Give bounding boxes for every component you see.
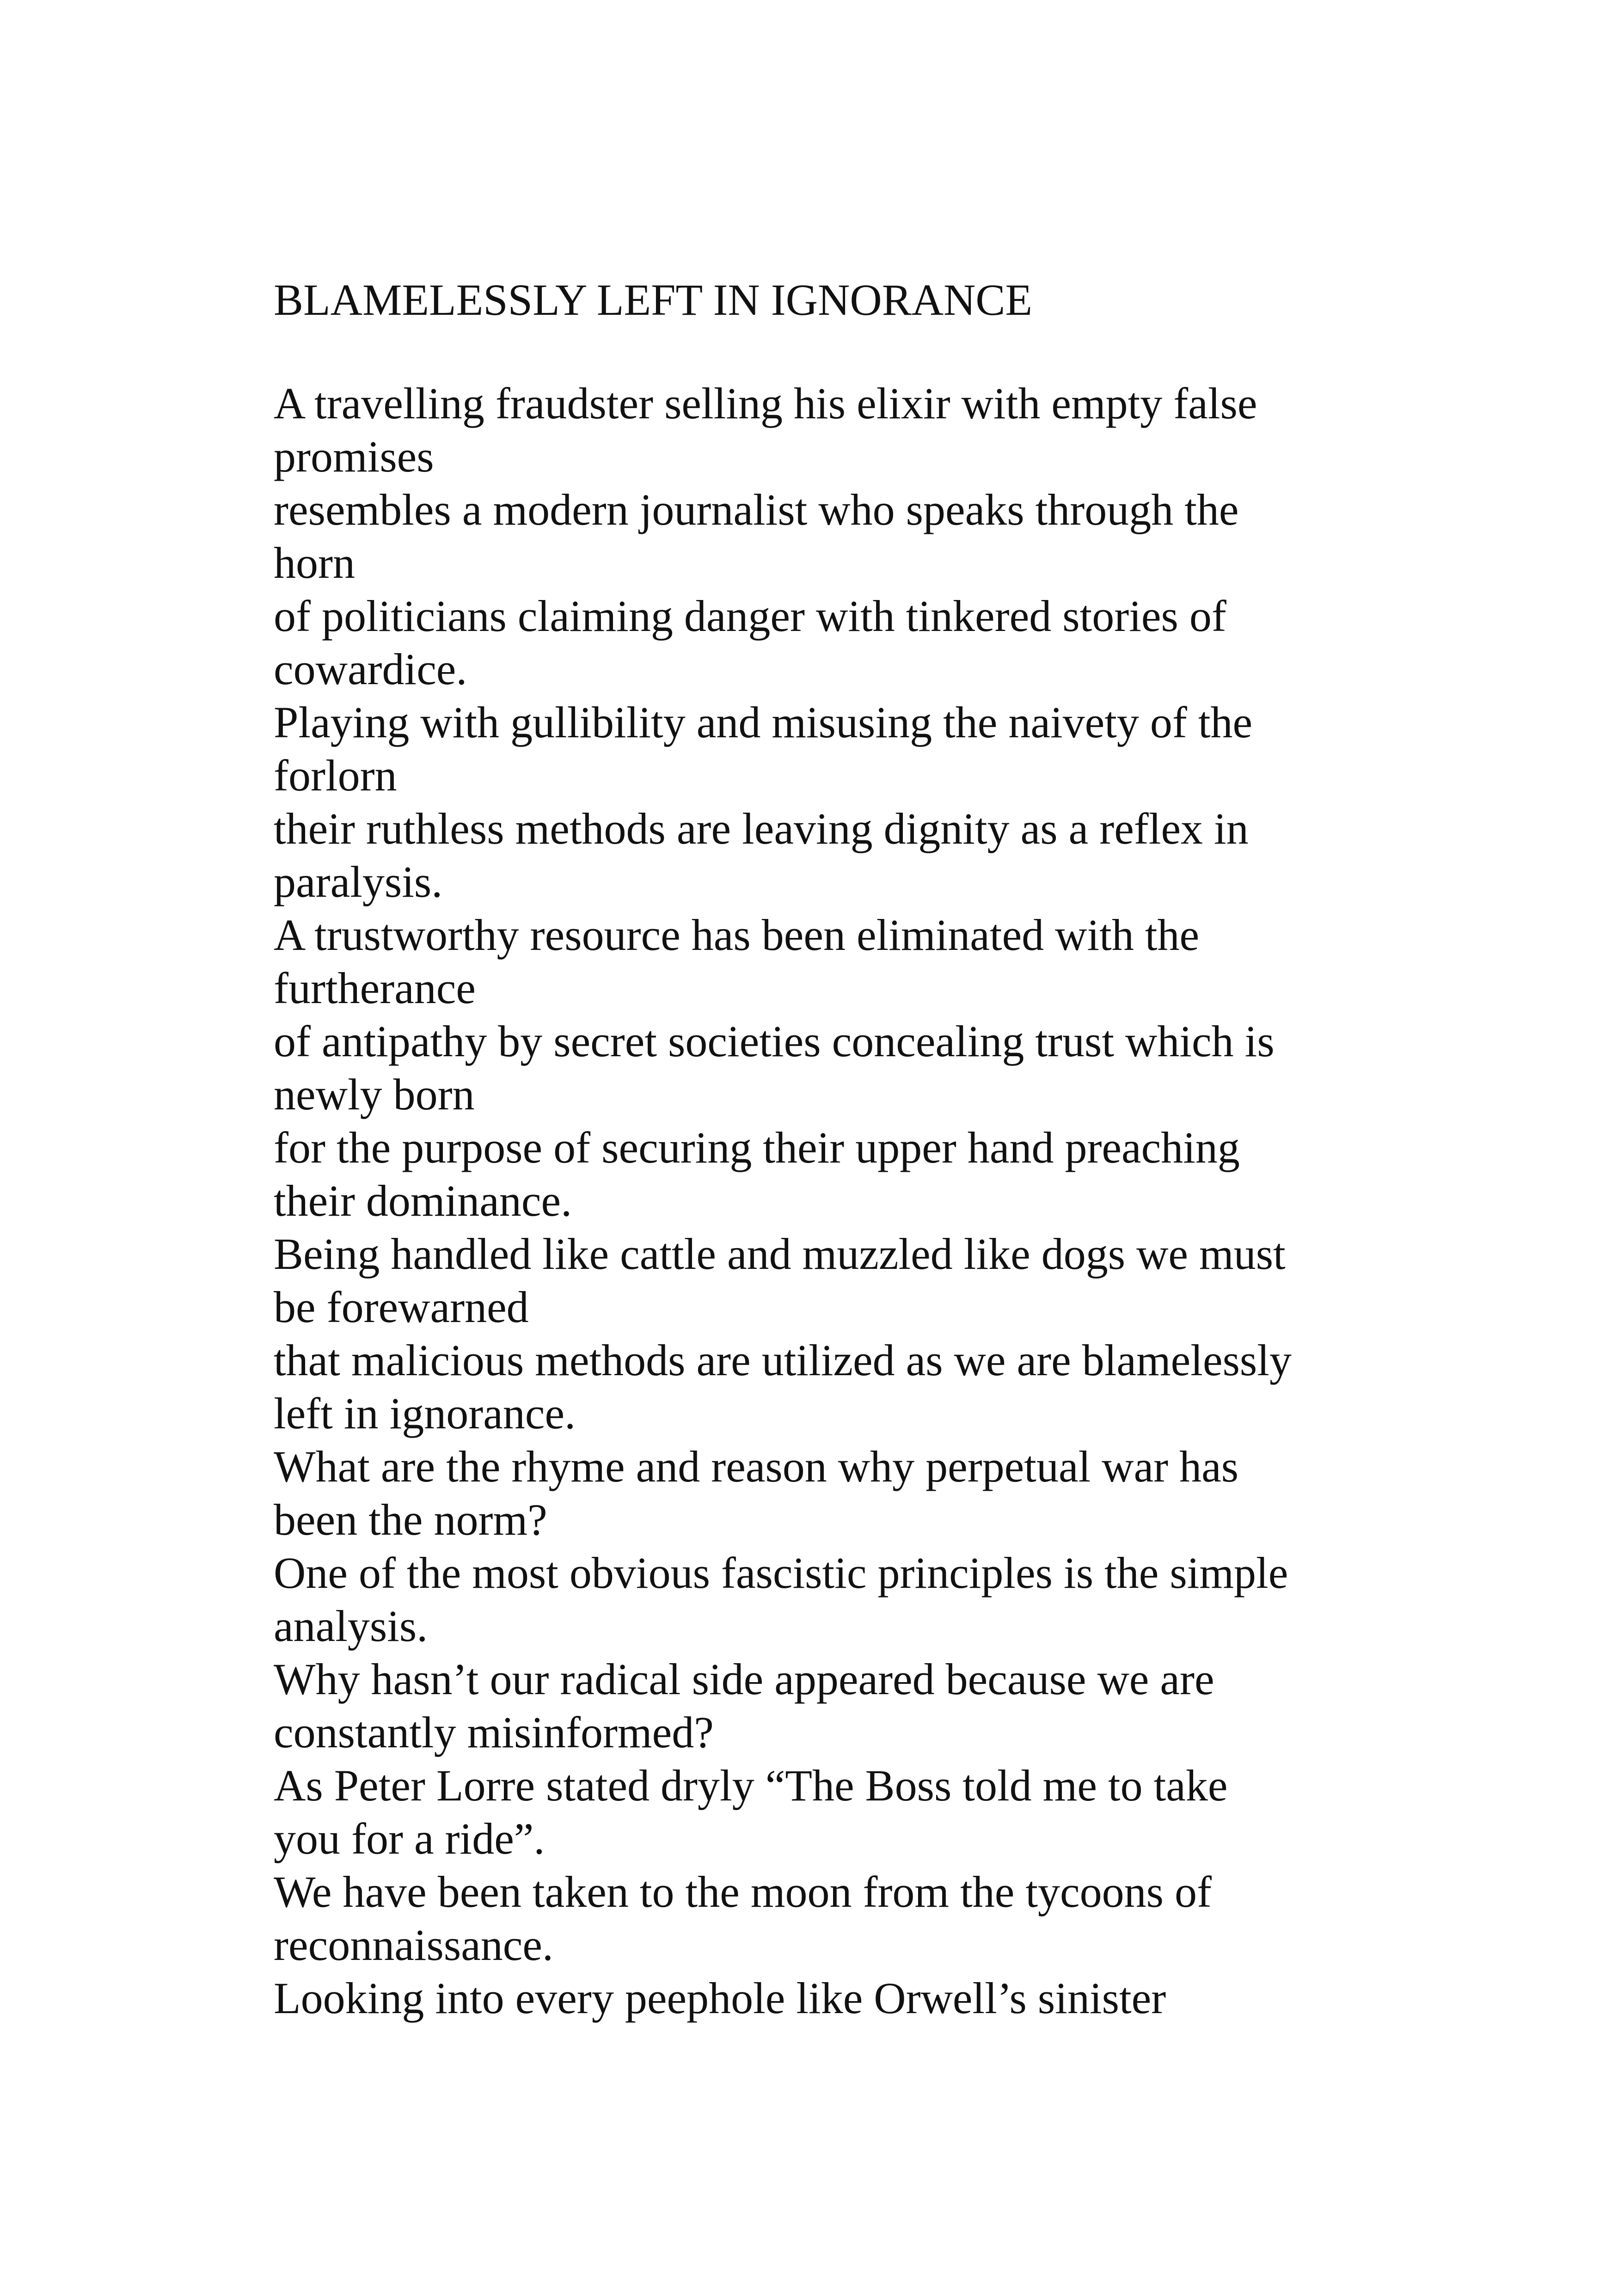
- poem-line: that malicious methods are utilized as we are blamelessly: [274, 1335, 1292, 1385]
- poem-line: Why hasn’t our radical side appeared because we are: [274, 1654, 1214, 1704]
- poem-line: resembles a modern journalist who speaks through the: [274, 485, 1239, 534]
- poem-line: paralysis.: [274, 857, 443, 906]
- poem-line: One of the most obvious fascistic principles is the simple: [274, 1548, 1288, 1598]
- poem-line: you for a ride”.: [274, 1814, 545, 1863]
- poem-line: Being handled like cattle and muzzled like dogs we must: [274, 1229, 1286, 1279]
- poem-line: analysis.: [274, 1601, 428, 1651]
- poem-line: their dominance.: [274, 1176, 572, 1225]
- poem-title: BLAMELESSLY LEFT IN IGNORANCE: [274, 275, 1033, 325]
- poem-line: furtherance: [274, 963, 476, 1013]
- poem-line: constantly misinformed?: [274, 1708, 714, 1757]
- poem-body: [274, 377, 1292, 2025]
- poem-line: promises: [274, 432, 434, 481]
- poem-line: reconnaissance.: [274, 1920, 554, 1970]
- poem-line: for the purpose of securing their upper hand preaching: [274, 1123, 1240, 1172]
- poem-line: Looking into every peephole like Orwell’s sinister: [274, 1973, 1166, 2023]
- poem-line: forlorn: [274, 751, 397, 800]
- poem-line: A trustworthy resource has been eliminated with the: [274, 910, 1200, 960]
- poem-line: horn: [274, 538, 355, 588]
- poem-line: of antipathy by secret societies concealing trust which is: [274, 1016, 1275, 1066]
- poem-line: cowardice.: [274, 644, 467, 694]
- poem-line: been the norm?: [274, 1495, 547, 1544]
- poem-line: We have been taken to the moon from the tycoons of: [274, 1867, 1212, 1916]
- poem-line: As Peter Lorre stated dryly “The Boss told me to take: [274, 1761, 1228, 1810]
- poem-line: What are the rhyme and reason why perpetual war has: [274, 1442, 1239, 1491]
- poem-line: Playing with gullibility and misusing the naivety of the: [274, 698, 1253, 747]
- poem-line: of politicians claiming danger with tinkered stories of: [274, 591, 1226, 641]
- poem-line: be forewarned: [274, 1282, 529, 1332]
- poem-line: left in ignorance.: [274, 1389, 576, 1438]
- poem-line: A travelling fraudster selling his elixir with empty false: [274, 379, 1257, 428]
- poem-line: their ruthless methods are leaving dignity as a reflex in: [274, 804, 1249, 853]
- poem-line: newly born: [274, 1070, 475, 1119]
